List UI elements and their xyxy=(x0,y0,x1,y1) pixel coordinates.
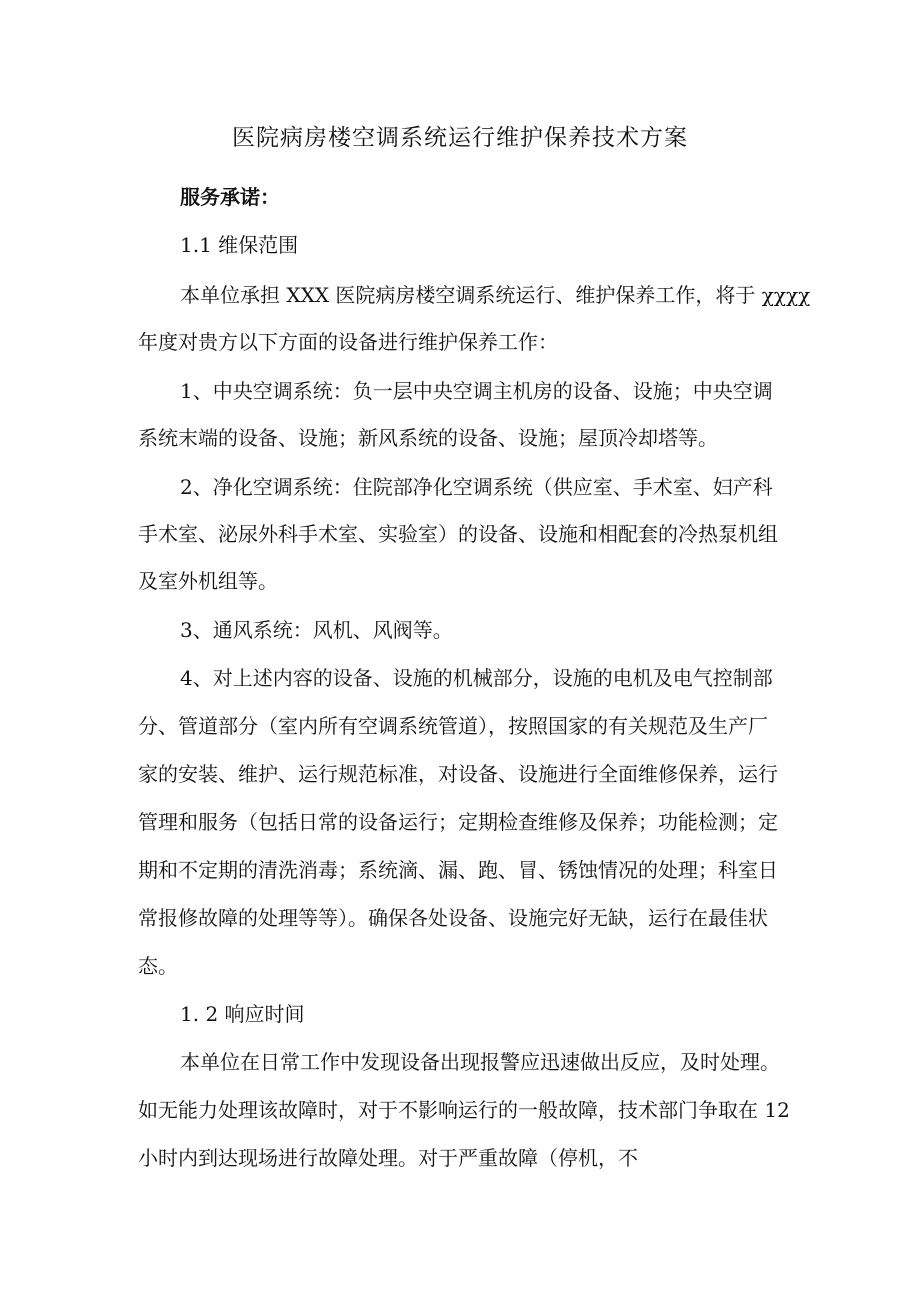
paragraph-intro-line: 年度对贵方以下方面的设备进行维护保养工作： xyxy=(138,330,558,354)
list-item-2-line: 2、净化空调系统：住院部净化空调系统（供应室、手术室、妇产科 xyxy=(180,475,773,499)
list-item-4-line: 常报修故障的处理等等）。确保各处设备、设施完好无缺，运行在最佳状 xyxy=(138,906,768,930)
list-item-3-line: 3、通风系统：风机、风阀等。 xyxy=(180,618,453,642)
list-item-4-line: 期和不定期的清洗消毒；系统滴、漏、跑、冒、锈蚀情况的处理；科室日 xyxy=(138,858,778,882)
paragraph-response-line: 小时内到达现场进行故障处理。对于严重故障（停机，不 xyxy=(138,1146,638,1170)
list-item-4-line: 态。 xyxy=(138,954,178,978)
document-title: 医院病房楼空调系统运行维护保养技术方案 xyxy=(232,125,688,151)
subsection-heading-1-1: 1.1 维保范围 xyxy=(180,233,299,257)
section-heading: 服务承诺： xyxy=(180,185,280,209)
list-item-4-line: 分、管道部分（室内所有空调系统管道），按照国家的有关规范及生产厂 xyxy=(138,714,768,738)
list-item-4-line: 家的安装、维护、运行规范标准，对设备、设施进行全面维修保养，运行 xyxy=(138,762,778,786)
paragraph-response-line: 本单位在日常工作中发现设备出现报警应迅速做出反应，及时处理。 xyxy=(180,1050,780,1074)
list-item-4-line: 管理和服务（包括日常的设备运行；定期检查维修及保养；功能检测；定 xyxy=(138,810,778,834)
paragraph-response-line: 如无能力处理该故障时，对于不影响运行的一般故障，技术部门争取在 12 xyxy=(138,1098,790,1122)
list-item-2-line: 及室外机组等。 xyxy=(138,569,278,593)
list-item-1-line: 1、中央空调系统：负一层中央空调主机房的设备、设施；中央空调 xyxy=(180,379,773,403)
subsection-heading-1-2: 1. 2 响应时间 xyxy=(180,1002,305,1026)
paragraph-intro-line: 本单位承担 XXX 医院病房楼空调系统运行、维护保养工作，将于 χχχχ xyxy=(180,283,811,307)
list-item-1-line: 系统末端的设备、设施；新风系统的设备、设施；屋顶冷却塔等。 xyxy=(138,426,718,450)
list-item-2-line: 手术室、泌尿外科手术室、实验室）的设备、设施和相配套的冷热泵机组 xyxy=(138,522,778,546)
list-item-4-line: 4、对上述内容的设备、设施的机械部分，设施的电机及电气控制部 xyxy=(180,666,773,690)
